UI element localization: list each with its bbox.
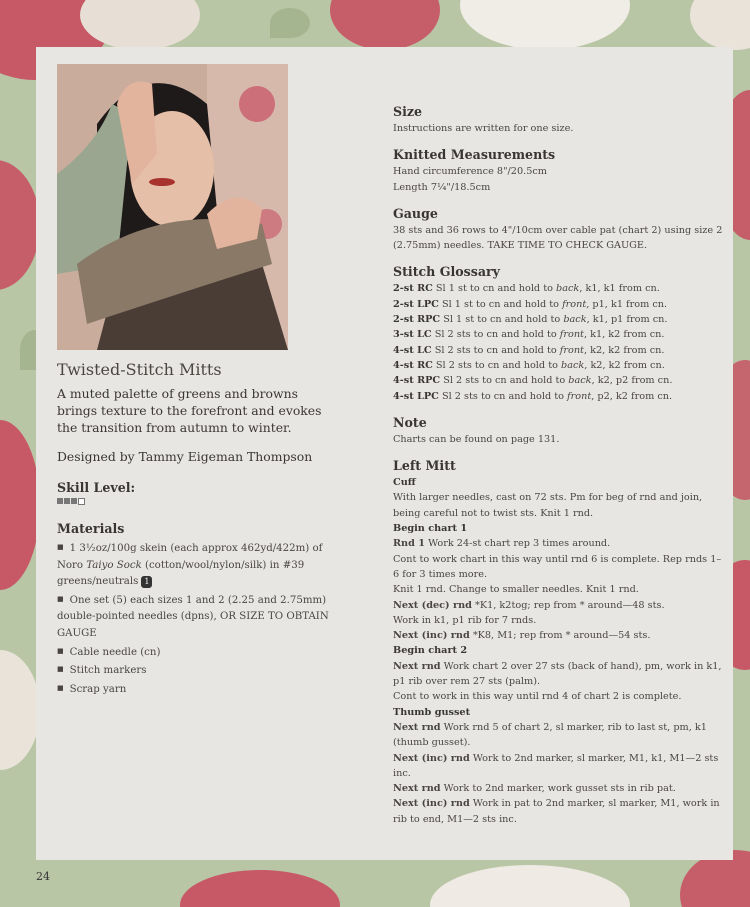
- yarn-text: 1 3¹⁄₂oz/100g skein (each approx 462yd/422m) of Noro: [57, 543, 323, 571]
- cont1-line: Cont to work chart in this way until rnd 6 is complete. Rep rnds 1–6 for 3 times more.: [393, 553, 722, 580]
- page-number: 24: [36, 870, 50, 883]
- next-rnd-line: Next rnd Work chart 2 over 27 sts (back of hand), pm, work in k1, p1 rib over rem 27 sts (palm).: [393, 660, 722, 688]
- yarn-text-post: (cotton/wool/nylon/silk) in #39 greens/neutrals: [57, 559, 305, 588]
- glossary-item: 4-st LC Sl 2 sts to cn and hold to front, k2, k2 from cn.: [393, 344, 665, 356]
- rnd1-line: Rnd 1 Work 24-st chart rep 3 times around.: [393, 538, 611, 550]
- gusset-line: Next (inc) rnd Work in pat to 2nd marker, sl marker, M1, work in rib to end, M1—2 sts inc.: [393, 798, 720, 825]
- materials-item-markers: ■ Stitch markers: [57, 661, 337, 680]
- model-illustration: [57, 64, 288, 350]
- size-heading: Size: [393, 104, 423, 119]
- left-mitt-heading: Left Mitt: [393, 458, 456, 474]
- left-mitt-instructions: [393, 475, 723, 827]
- glossary-item: 3-st LC Sl 2 sts to cn and hold to front, k1, k2 from cn.: [393, 329, 665, 341]
- begin-chart1-subheading: Begin chart 1: [393, 523, 468, 535]
- gauge-text: 38 sts and 36 rows to 4"/10cm over cable pat (chart 2) using size 2 (2.75mm) needles. TAKE TIME TO CHECK GAUGE.: [393, 224, 723, 252]
- materials-heading: Materials: [57, 521, 125, 536]
- glossary-item: 2-st LPC Sl 1 st to cn and hold to front, p1, k1 from cn.: [393, 298, 668, 310]
- skill-level-indicator: [57, 498, 337, 505]
- measurements-line2: Length 7¹⁄₄"/18.5cm: [393, 181, 491, 193]
- measurements-line1: Hand circumference 8"/20.5cm: [393, 166, 547, 178]
- left-column: [57, 360, 337, 698]
- materials-list: [57, 539, 337, 698]
- measurements-heading: Knitted Measurements: [393, 147, 556, 163]
- cuff-text: With larger needles, cast on 72 sts. Pm for beg of rnd and join, being careful not to twist sts. Knit 1 rnd.: [393, 492, 703, 519]
- yarn-weight-icon: 1: [141, 576, 152, 588]
- materials-item-yarn: [57, 539, 337, 591]
- begin-chart2-subheading: Begin chart 2: [393, 645, 468, 657]
- glossary-item: 4-st RPC Sl 2 sts to cn and hold to back, k2, p2 from cn.: [393, 375, 673, 387]
- knit1-line: Knit 1 rnd. Change to smaller needles. Knit 1 rnd.: [393, 584, 639, 596]
- size-text: Instructions are written for one size.: [393, 123, 574, 134]
- materials-item-scrap: ■ Scrap yarn: [57, 680, 337, 699]
- designer-credit: Designed by Tammy Eigeman Thompson: [57, 449, 313, 464]
- note-heading: Note: [393, 414, 427, 430]
- pattern-title: Twisted-Stitch Mitts: [57, 360, 222, 379]
- skill-dot-empty: [78, 498, 85, 505]
- glossary-item: 4-st LPC Sl 2 sts to cn and hold to front, p2, k2 from cn.: [393, 390, 673, 402]
- yarn-name: Taiyo Sock: [86, 559, 142, 571]
- note-text: Charts can be found on page 131.: [393, 433, 560, 445]
- rib-line: Work in k1, p1 rib for 7 rnds.: [393, 614, 537, 626]
- cuff-subheading: Cuff: [393, 477, 416, 489]
- inc-line: Next (inc) rnd *K8, M1; rep from * around—54 sts.: [393, 630, 651, 642]
- skill-dot: [64, 498, 70, 504]
- dec-line: Next (dec) rnd *K1, k2tog; rep from * around—48 sts.: [393, 599, 665, 611]
- pattern-intro: A muted palette of greens and browns brings texture to the forefront and evokes the transition from autumn to winter.: [57, 386, 322, 435]
- glossary-item: 2-st RPC Sl 1 st to cn and hold to back, k1, p1 from cn.: [393, 314, 668, 326]
- right-column: [393, 104, 723, 827]
- skill-dot: [57, 498, 63, 504]
- glossary-item: 4-st RC Sl 2 sts to cn and hold to back, k2, k2 from cn.: [393, 359, 665, 371]
- model-photo: [57, 64, 288, 350]
- materials-item-needles: ■ One set (5) each sizes 1 and 2 (2.25 and 2.75mm) double-pointed needles (dpns), OR SIZE TO OBTAIN GAUGE: [57, 591, 337, 643]
- skill-heading: Skill Level:: [57, 480, 136, 495]
- skill-dot: [71, 498, 77, 504]
- gusset-line: Next rnd Work rnd 5 of chart 2, sl marker, rib to last st, pm, k1 (thumb gusset).: [393, 721, 707, 749]
- gusset-line: Next (inc) rnd Work to 2nd marker, sl marker, M1, k1, M1—2 sts inc.: [393, 752, 719, 779]
- glossary-item: 2-st RC Sl 1 st to cn and hold to back, k1, k1 from cn.: [393, 283, 660, 295]
- materials-item-cable-needle: ■ Cable needle (cn): [57, 643, 337, 662]
- thumb-gusset-subheading: Thumb gusset: [393, 706, 471, 718]
- gusset-line: Next rnd Work to 2nd marker, work gusset sts in rib pat.: [393, 783, 676, 795]
- gauge-heading: Gauge: [393, 205, 438, 221]
- glossary-heading: Stitch Glossary: [393, 264, 500, 280]
- glossary-list: [393, 281, 723, 403]
- cont2-line: Cont to work in this way until rnd 4 of chart 2 is complete.: [393, 691, 682, 703]
